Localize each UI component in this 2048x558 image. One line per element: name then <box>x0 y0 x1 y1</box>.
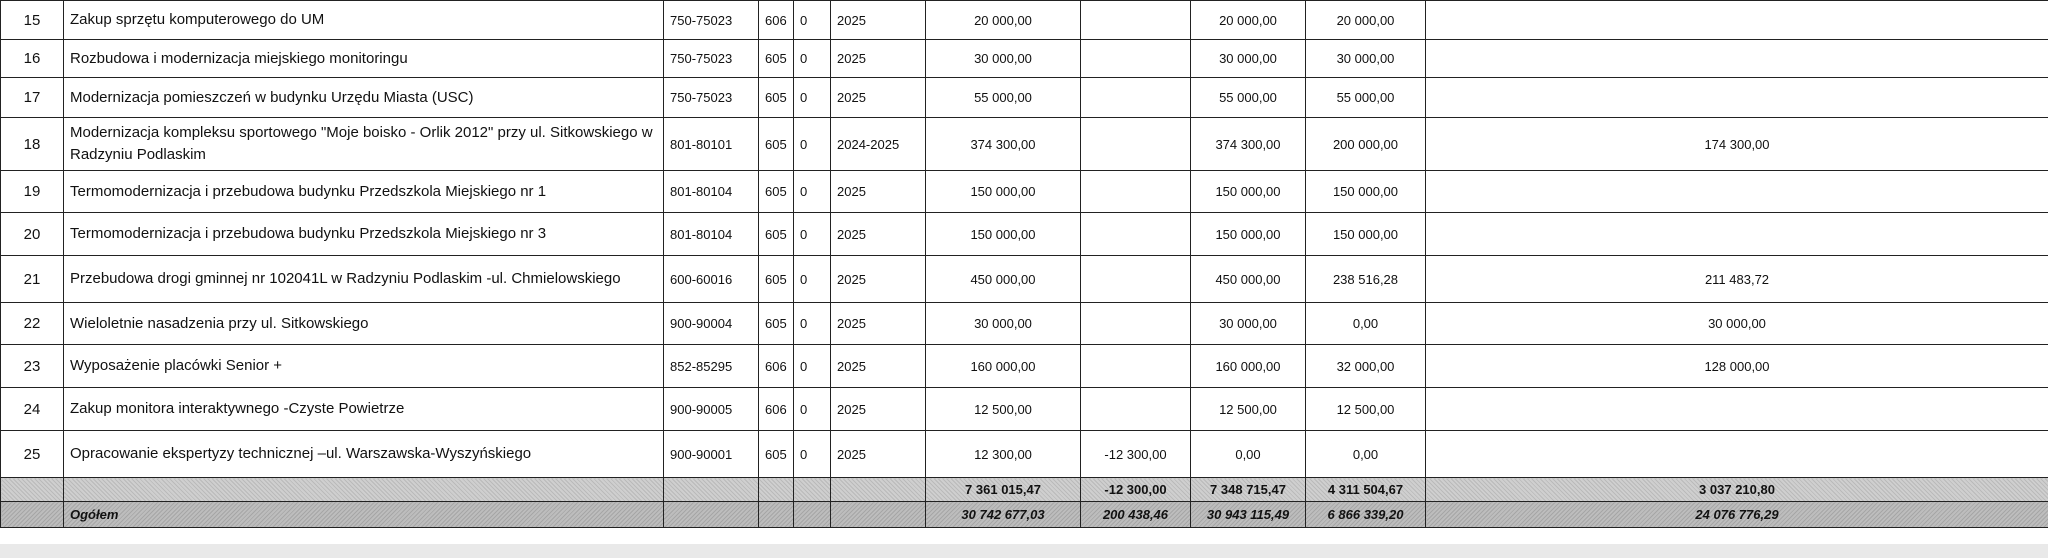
grand-total-label: Ogółem <box>64 502 664 528</box>
after-change-value: 374 300,00 <box>1191 118 1306 171</box>
plan-value: 55 000,00 <box>926 78 1081 118</box>
other-funds-value <box>1426 171 2048 213</box>
row-number: 20 <box>1 213 64 256</box>
classification-code: 801-80101 <box>664 118 759 171</box>
task-name: Zakup monitora interaktywnego -Czyste Powietrze <box>64 388 664 431</box>
after-change-value: 30 000,00 <box>1191 40 1306 78</box>
total-empty-cell <box>1 502 64 528</box>
row-number: 25 <box>1 431 64 478</box>
classification-code: 900-90004 <box>664 303 759 345</box>
own-funds-value: 0,00 <box>1306 431 1426 478</box>
grand-total-value: 30 943 115,49 <box>1191 502 1306 528</box>
year-range: 2025 <box>831 171 926 213</box>
own-funds-value: 55 000,00 <box>1306 78 1426 118</box>
grand-total-value: 6 866 339,20 <box>1306 502 1426 528</box>
subtotal-value: -12 300,00 <box>1081 478 1191 502</box>
task-name: Modernizacja pomieszczeń w budynku Urzędu Miasta (USC) <box>64 78 664 118</box>
zero-flag: 0 <box>794 303 831 345</box>
plan-value: 12 300,00 <box>926 431 1081 478</box>
year-range: 2025 <box>831 388 926 431</box>
paragraph-code: 605 <box>759 213 794 256</box>
plan-value: 20 000,00 <box>926 1 1081 40</box>
subtotal-value: 7 348 715,47 <box>1191 478 1306 502</box>
table-row <box>1 213 2048 256</box>
subtotal-empty-cell <box>64 478 664 502</box>
plan-value: 150 000,00 <box>926 213 1081 256</box>
change-value <box>1081 388 1191 431</box>
plan-value: 12 500,00 <box>926 388 1081 431</box>
grand-total-value: 30 742 677,03 <box>926 502 1081 528</box>
other-funds-value <box>1426 78 2048 118</box>
other-funds-value <box>1426 431 2048 478</box>
change-value <box>1081 213 1191 256</box>
subtotal-empty-cell <box>831 478 926 502</box>
subtotal-value: 4 311 504,67 <box>1306 478 1426 502</box>
after-change-value: 450 000,00 <box>1191 256 1306 303</box>
plan-value: 160 000,00 <box>926 345 1081 388</box>
change-value <box>1081 1 1191 40</box>
paragraph-code: 605 <box>759 171 794 213</box>
row-number: 24 <box>1 388 64 431</box>
after-change-value: 0,00 <box>1191 431 1306 478</box>
task-name: Termomodernizacja i przebudowa budynku Przedszkola Miejskiego nr 3 <box>64 213 664 256</box>
table-row <box>1 345 2048 388</box>
classification-code: 852-85295 <box>664 345 759 388</box>
own-funds-value: 12 500,00 <box>1306 388 1426 431</box>
change-value <box>1081 118 1191 171</box>
row-number: 21 <box>1 256 64 303</box>
year-range: 2025 <box>831 431 926 478</box>
year-range: 2025 <box>831 213 926 256</box>
row-number: 15 <box>1 1 64 40</box>
paragraph-code: 605 <box>759 303 794 345</box>
total-empty-cell <box>664 502 759 528</box>
change-value <box>1081 256 1191 303</box>
plan-value: 30 000,00 <box>926 40 1081 78</box>
task-name: Wyposażenie placówki Senior + <box>64 345 664 388</box>
zero-flag: 0 <box>794 388 831 431</box>
bottom-strip <box>0 544 2048 558</box>
year-range: 2025 <box>831 78 926 118</box>
total-empty-cell <box>759 502 794 528</box>
classification-code: 801-80104 <box>664 213 759 256</box>
table-row <box>1 431 2048 478</box>
other-funds-value: 174 300,00 <box>1426 118 2048 171</box>
plan-value: 374 300,00 <box>926 118 1081 171</box>
paragraph-code: 606 <box>759 1 794 40</box>
table-row <box>1 303 2048 345</box>
row-number: 16 <box>1 40 64 78</box>
table-row <box>1 256 2048 303</box>
classification-code: 600-60016 <box>664 256 759 303</box>
paragraph-code: 605 <box>759 40 794 78</box>
after-change-value: 20 000,00 <box>1191 1 1306 40</box>
grand-total-value: 24 076 776,29 <box>1426 502 2048 528</box>
paragraph-code: 606 <box>759 345 794 388</box>
classification-code: 750-75023 <box>664 78 759 118</box>
own-funds-value: 30 000,00 <box>1306 40 1426 78</box>
zero-flag: 0 <box>794 118 831 171</box>
after-change-value: 150 000,00 <box>1191 171 1306 213</box>
other-funds-value <box>1426 388 2048 431</box>
table-row <box>1 40 2048 78</box>
own-funds-value: 200 000,00 <box>1306 118 1426 171</box>
paragraph-code: 605 <box>759 78 794 118</box>
after-change-value: 160 000,00 <box>1191 345 1306 388</box>
own-funds-value: 150 000,00 <box>1306 171 1426 213</box>
table-row <box>1 78 2048 118</box>
task-name: Termomodernizacja i przebudowa budynku Przedszkola Miejskiego nr 1 <box>64 171 664 213</box>
grand-total-row <box>1 502 2048 528</box>
other-funds-value <box>1426 40 2048 78</box>
other-funds-value <box>1426 213 2048 256</box>
paragraph-code: 605 <box>759 118 794 171</box>
other-funds-value: 211 483,72 <box>1426 256 2048 303</box>
year-range: 2025 <box>831 345 926 388</box>
row-number: 22 <box>1 303 64 345</box>
grand-total-value: 200 438,46 <box>1081 502 1191 528</box>
other-funds-value: 128 000,00 <box>1426 345 2048 388</box>
zero-flag: 0 <box>794 431 831 478</box>
classification-code: 750-75023 <box>664 40 759 78</box>
change-value <box>1081 78 1191 118</box>
subtotal-empty-cell <box>664 478 759 502</box>
subtotal-row <box>1 478 2048 502</box>
after-change-value: 30 000,00 <box>1191 303 1306 345</box>
task-name: Zakup sprzętu komputerowego do UM <box>64 1 664 40</box>
task-name: Opracowanie ekspertyzy technicznej –ul. Warszawska-Wyszyńskiego <box>64 431 664 478</box>
change-value <box>1081 171 1191 213</box>
own-funds-value: 238 516,28 <box>1306 256 1426 303</box>
total-empty-cell <box>831 502 926 528</box>
classification-code: 900-90005 <box>664 388 759 431</box>
other-funds-value <box>1426 1 2048 40</box>
total-empty-cell <box>794 502 831 528</box>
table-row <box>1 1 2048 40</box>
change-value <box>1081 303 1191 345</box>
subtotal-empty-cell <box>759 478 794 502</box>
year-range: 2024-2025 <box>831 118 926 171</box>
change-value <box>1081 40 1191 78</box>
row-number: 23 <box>1 345 64 388</box>
task-name: Wieloletnie nasadzenia przy ul. Sitkowskiego <box>64 303 664 345</box>
zero-flag: 0 <box>794 256 831 303</box>
classification-code: 750-75023 <box>664 1 759 40</box>
change-value <box>1081 345 1191 388</box>
zero-flag: 0 <box>794 1 831 40</box>
zero-flag: 0 <box>794 78 831 118</box>
classification-code: 900-90001 <box>664 431 759 478</box>
own-funds-value: 32 000,00 <box>1306 345 1426 388</box>
task-name: Modernizacja kompleksu sportowego "Moje boisko - Orlik 2012" przy ul. Sitkowskiego w Radzyniu Podlaskim <box>64 118 664 171</box>
table-row <box>1 118 2048 171</box>
plan-value: 150 000,00 <box>926 171 1081 213</box>
row-number: 17 <box>1 78 64 118</box>
change-value: -12 300,00 <box>1081 431 1191 478</box>
paragraph-code: 605 <box>759 431 794 478</box>
zero-flag: 0 <box>794 345 831 388</box>
paragraph-code: 606 <box>759 388 794 431</box>
zero-flag: 0 <box>794 171 831 213</box>
task-name: Przebudowa drogi gminnej nr 102041L w Radzyniu Podlaskim -ul. Chmielowskiego <box>64 256 664 303</box>
zero-flag: 0 <box>794 40 831 78</box>
classification-code: 801-80104 <box>664 171 759 213</box>
after-change-value: 150 000,00 <box>1191 213 1306 256</box>
plan-value: 450 000,00 <box>926 256 1081 303</box>
subtotal-value: 3 037 210,80 <box>1426 478 2048 502</box>
other-funds-value: 30 000,00 <box>1426 303 2048 345</box>
table-row <box>1 171 2048 213</box>
task-name: Rozbudowa i modernizacja miejskiego monitoringu <box>64 40 664 78</box>
paragraph-code: 605 <box>759 256 794 303</box>
own-funds-value: 0,00 <box>1306 303 1426 345</box>
year-range: 2025 <box>831 256 926 303</box>
after-change-value: 55 000,00 <box>1191 78 1306 118</box>
year-range: 2025 <box>831 303 926 345</box>
zero-flag: 0 <box>794 213 831 256</box>
table-row <box>1 388 2048 431</box>
year-range: 2025 <box>831 40 926 78</box>
own-funds-value: 20 000,00 <box>1306 1 1426 40</box>
subtotal-empty-cell <box>794 478 831 502</box>
plan-value: 30 000,00 <box>926 303 1081 345</box>
row-number: 18 <box>1 118 64 171</box>
own-funds-value: 150 000,00 <box>1306 213 1426 256</box>
after-change-value: 12 500,00 <box>1191 388 1306 431</box>
row-number: 19 <box>1 171 64 213</box>
year-range: 2025 <box>831 1 926 40</box>
subtotal-value: 7 361 015,47 <box>926 478 1081 502</box>
subtotal-empty-cell <box>1 478 64 502</box>
